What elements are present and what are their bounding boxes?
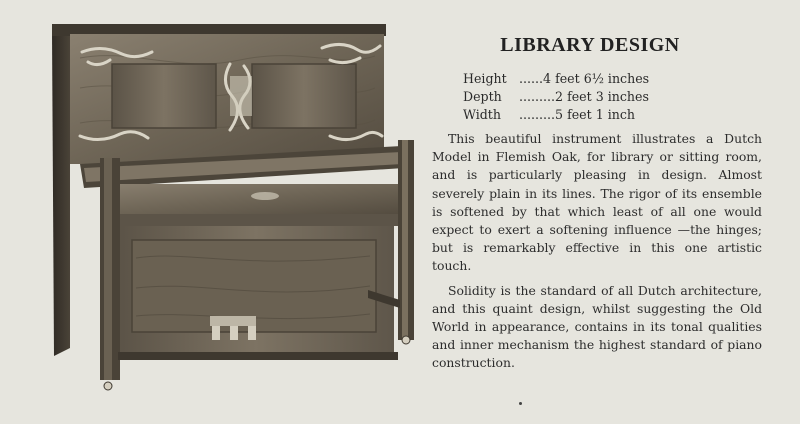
upright-piano-photo xyxy=(40,18,430,398)
dimension-row-height xyxy=(463,70,649,88)
dimension-row-depth xyxy=(463,88,649,106)
dimension-value: 2 feet 3 inches xyxy=(555,89,649,104)
dimension-value: 4 feet 6½ inches xyxy=(543,71,650,86)
dimension-leader: ......... xyxy=(519,89,556,104)
description-text xyxy=(432,130,762,373)
dimension-label: Depth xyxy=(463,89,502,104)
dimension-label: Height xyxy=(463,71,507,86)
dimension-value: 5 feet 1 inch xyxy=(555,107,636,122)
page-mark xyxy=(519,402,522,405)
dimension-label: Width xyxy=(463,107,501,122)
dimension-row-width xyxy=(463,106,649,124)
description-paragraph: This beautiful instrument illustrates a Dutch Model in Flemish Oak, for library or sitting room, and is particularly pleasing in design. Almost severely plain in its lines. The rigor of its ensemble is softened by that which least of all one would expect to exert a softening influence —the hinges; but is remarkably effective in this one artistic touch. xyxy=(432,131,762,274)
dimensions-table xyxy=(463,70,649,124)
dimension-leader: ......... xyxy=(519,107,556,122)
page-title: LIBRARY DESIGN xyxy=(500,34,680,56)
description-paragraph: Solidity is the standard of all Dutch architecture, and this quaint design, whilst suggesting the Old World in appearance, contains in its tonal qualities and inner mechanism the highest standard of piano construction. xyxy=(432,282,762,371)
dimension-leader: ...... xyxy=(519,71,544,86)
